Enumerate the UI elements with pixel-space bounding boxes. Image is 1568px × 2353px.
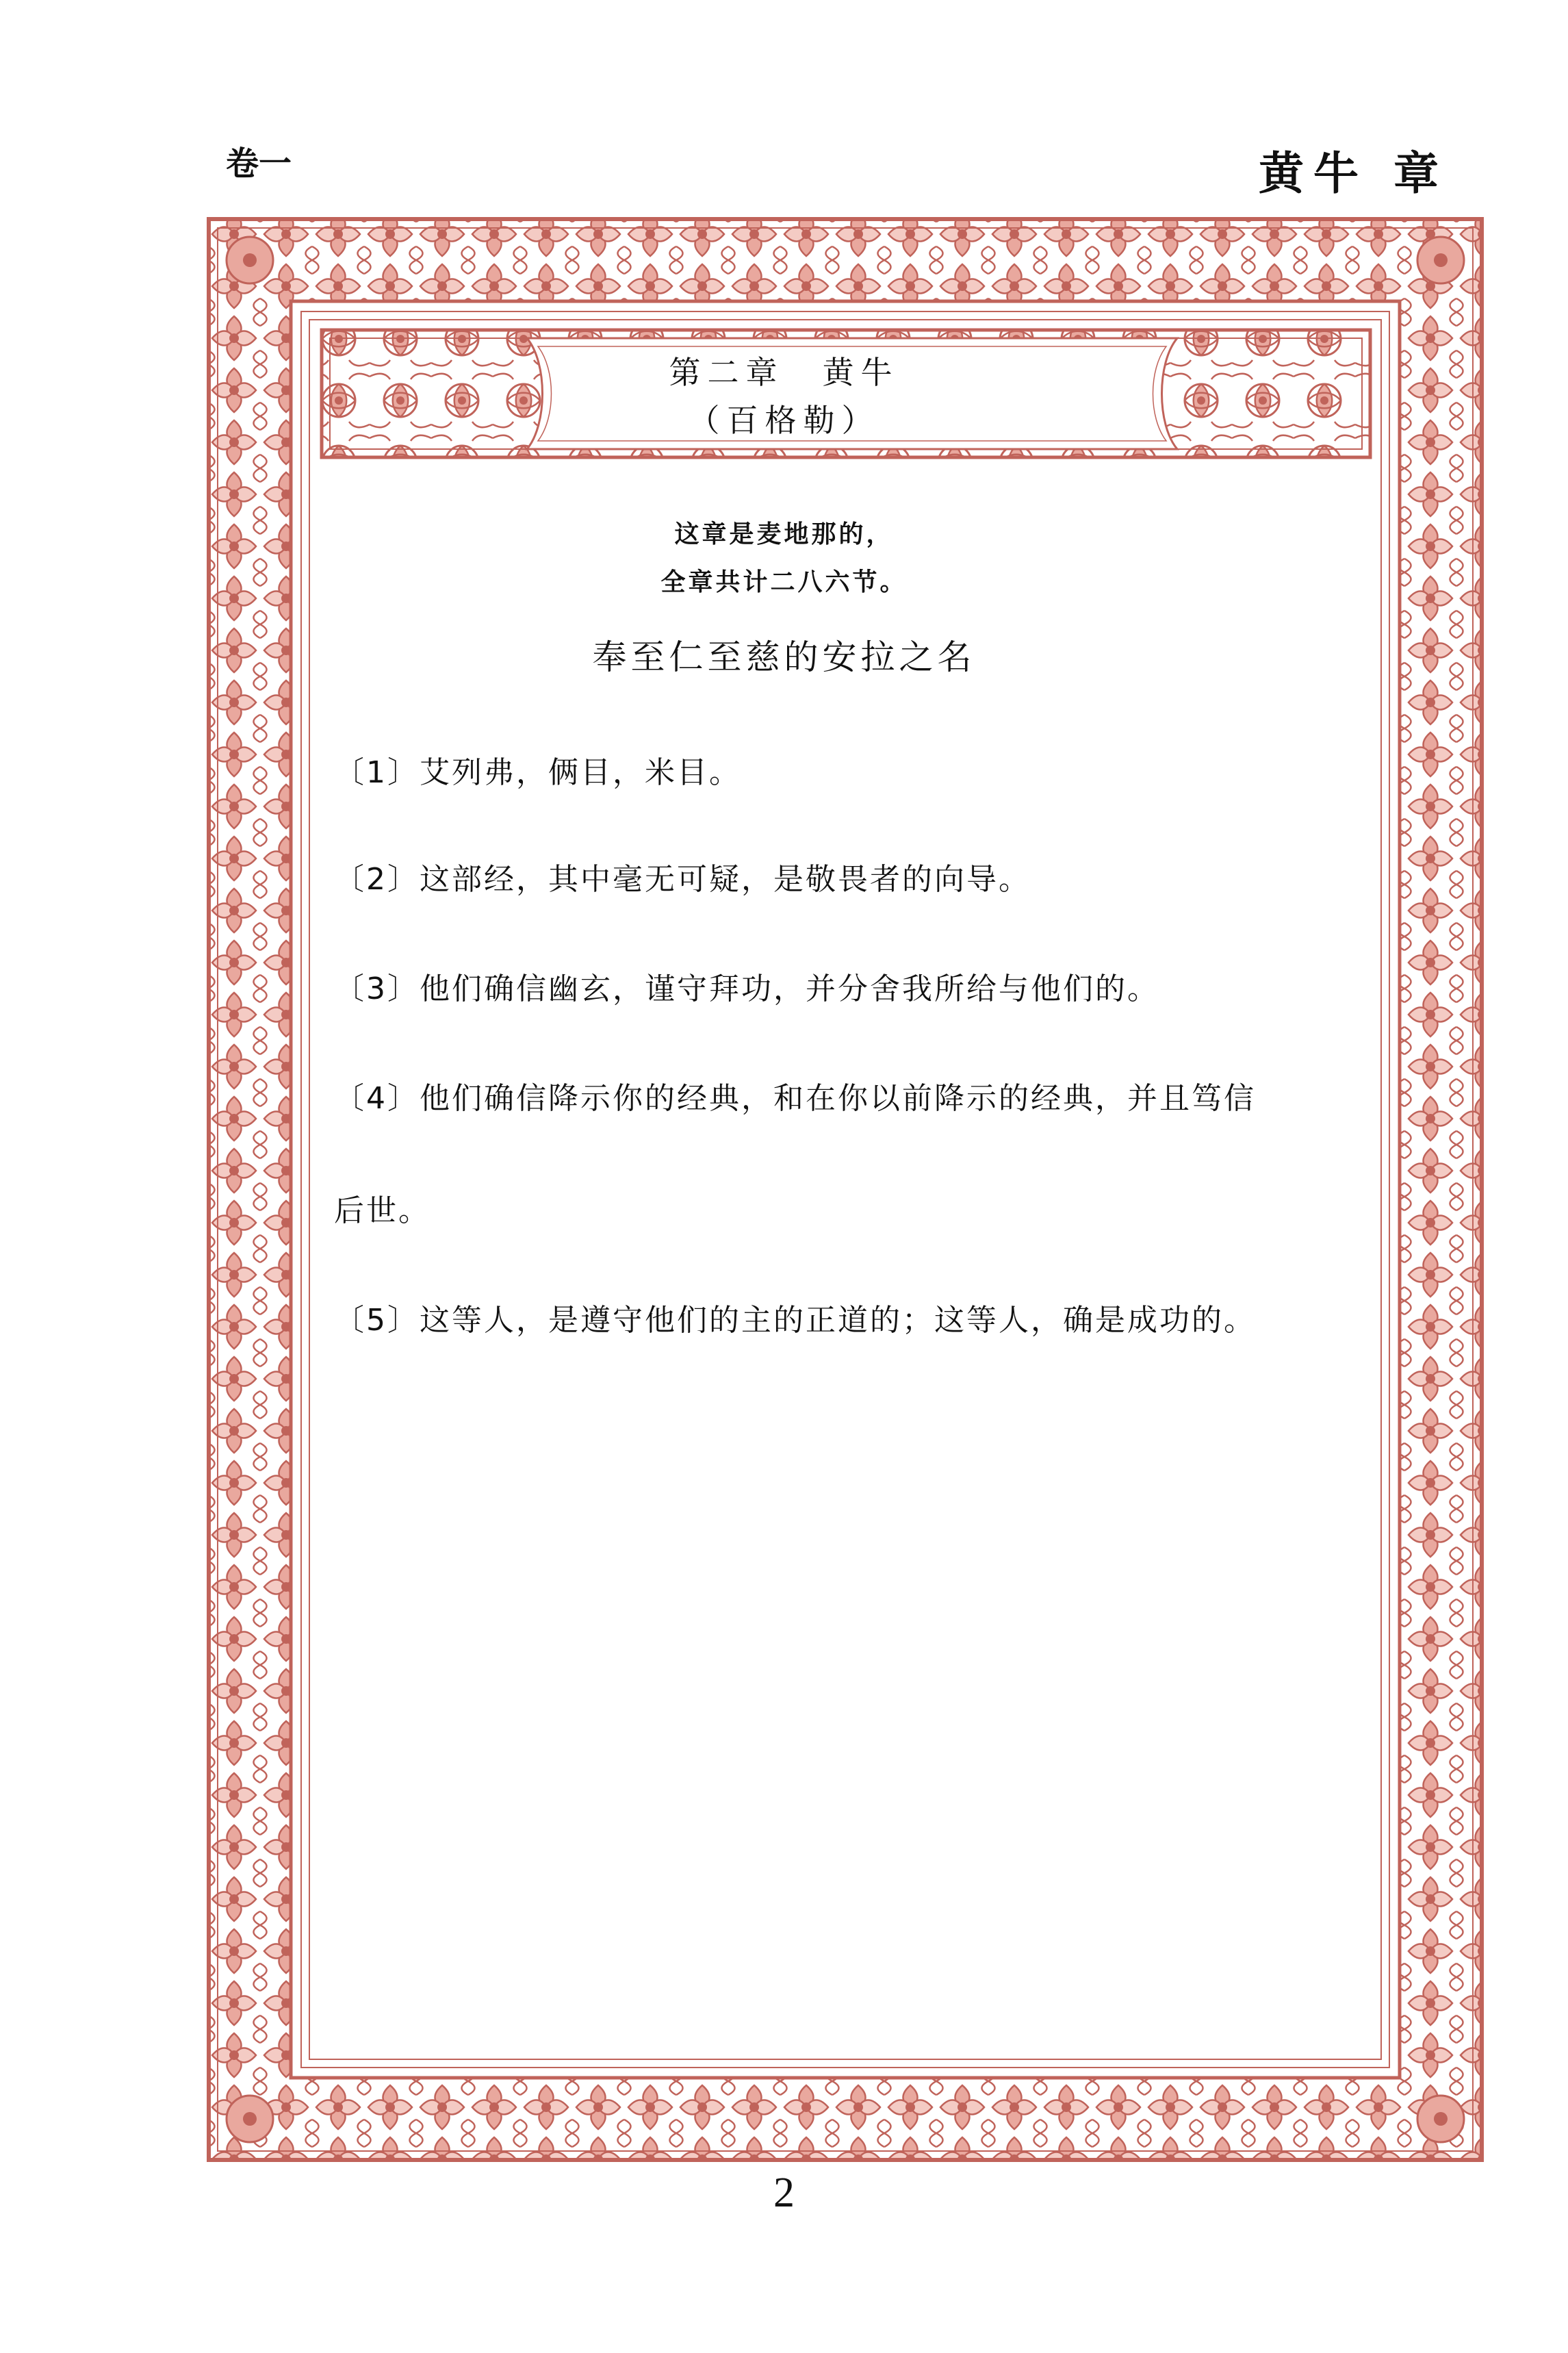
verse-4: 〔4〕他们确信降示你的经典，和在你以前降示的经典，并且笃信 xyxy=(334,1081,1256,1116)
verse-4-continued: 后世。 xyxy=(334,1193,430,1228)
page-number: 2 xyxy=(773,2170,795,2216)
verse-3: 〔3〕他们确信幽玄，谨守拜功，并分舍我所给与他们的。 xyxy=(334,971,1159,1006)
chapter-title: 第二章 黄牛 xyxy=(669,354,899,391)
chapter-intro-line: 全章共计二八六节。 xyxy=(660,568,908,596)
chapter-transliteration: （百格勒） xyxy=(688,402,880,439)
chapter-intro-line: 这章是麦地那的， xyxy=(674,520,894,548)
verse-5: 〔5〕这等人，是遵守他们的主的正道的；这等人，确是成功的。 xyxy=(334,1303,1256,1338)
verse-2: 〔2〕这部经，其中毫无可疑，是敬畏者的向导。 xyxy=(334,862,1031,897)
basmala: 奉至仁至慈的安拉之名 xyxy=(592,637,976,677)
verse-1: 〔1〕艾列弗，俩目，米目。 xyxy=(334,755,741,790)
running-head-chapter: 黄牛 章 xyxy=(1259,147,1448,200)
running-head-volume: 卷一 xyxy=(226,144,292,183)
